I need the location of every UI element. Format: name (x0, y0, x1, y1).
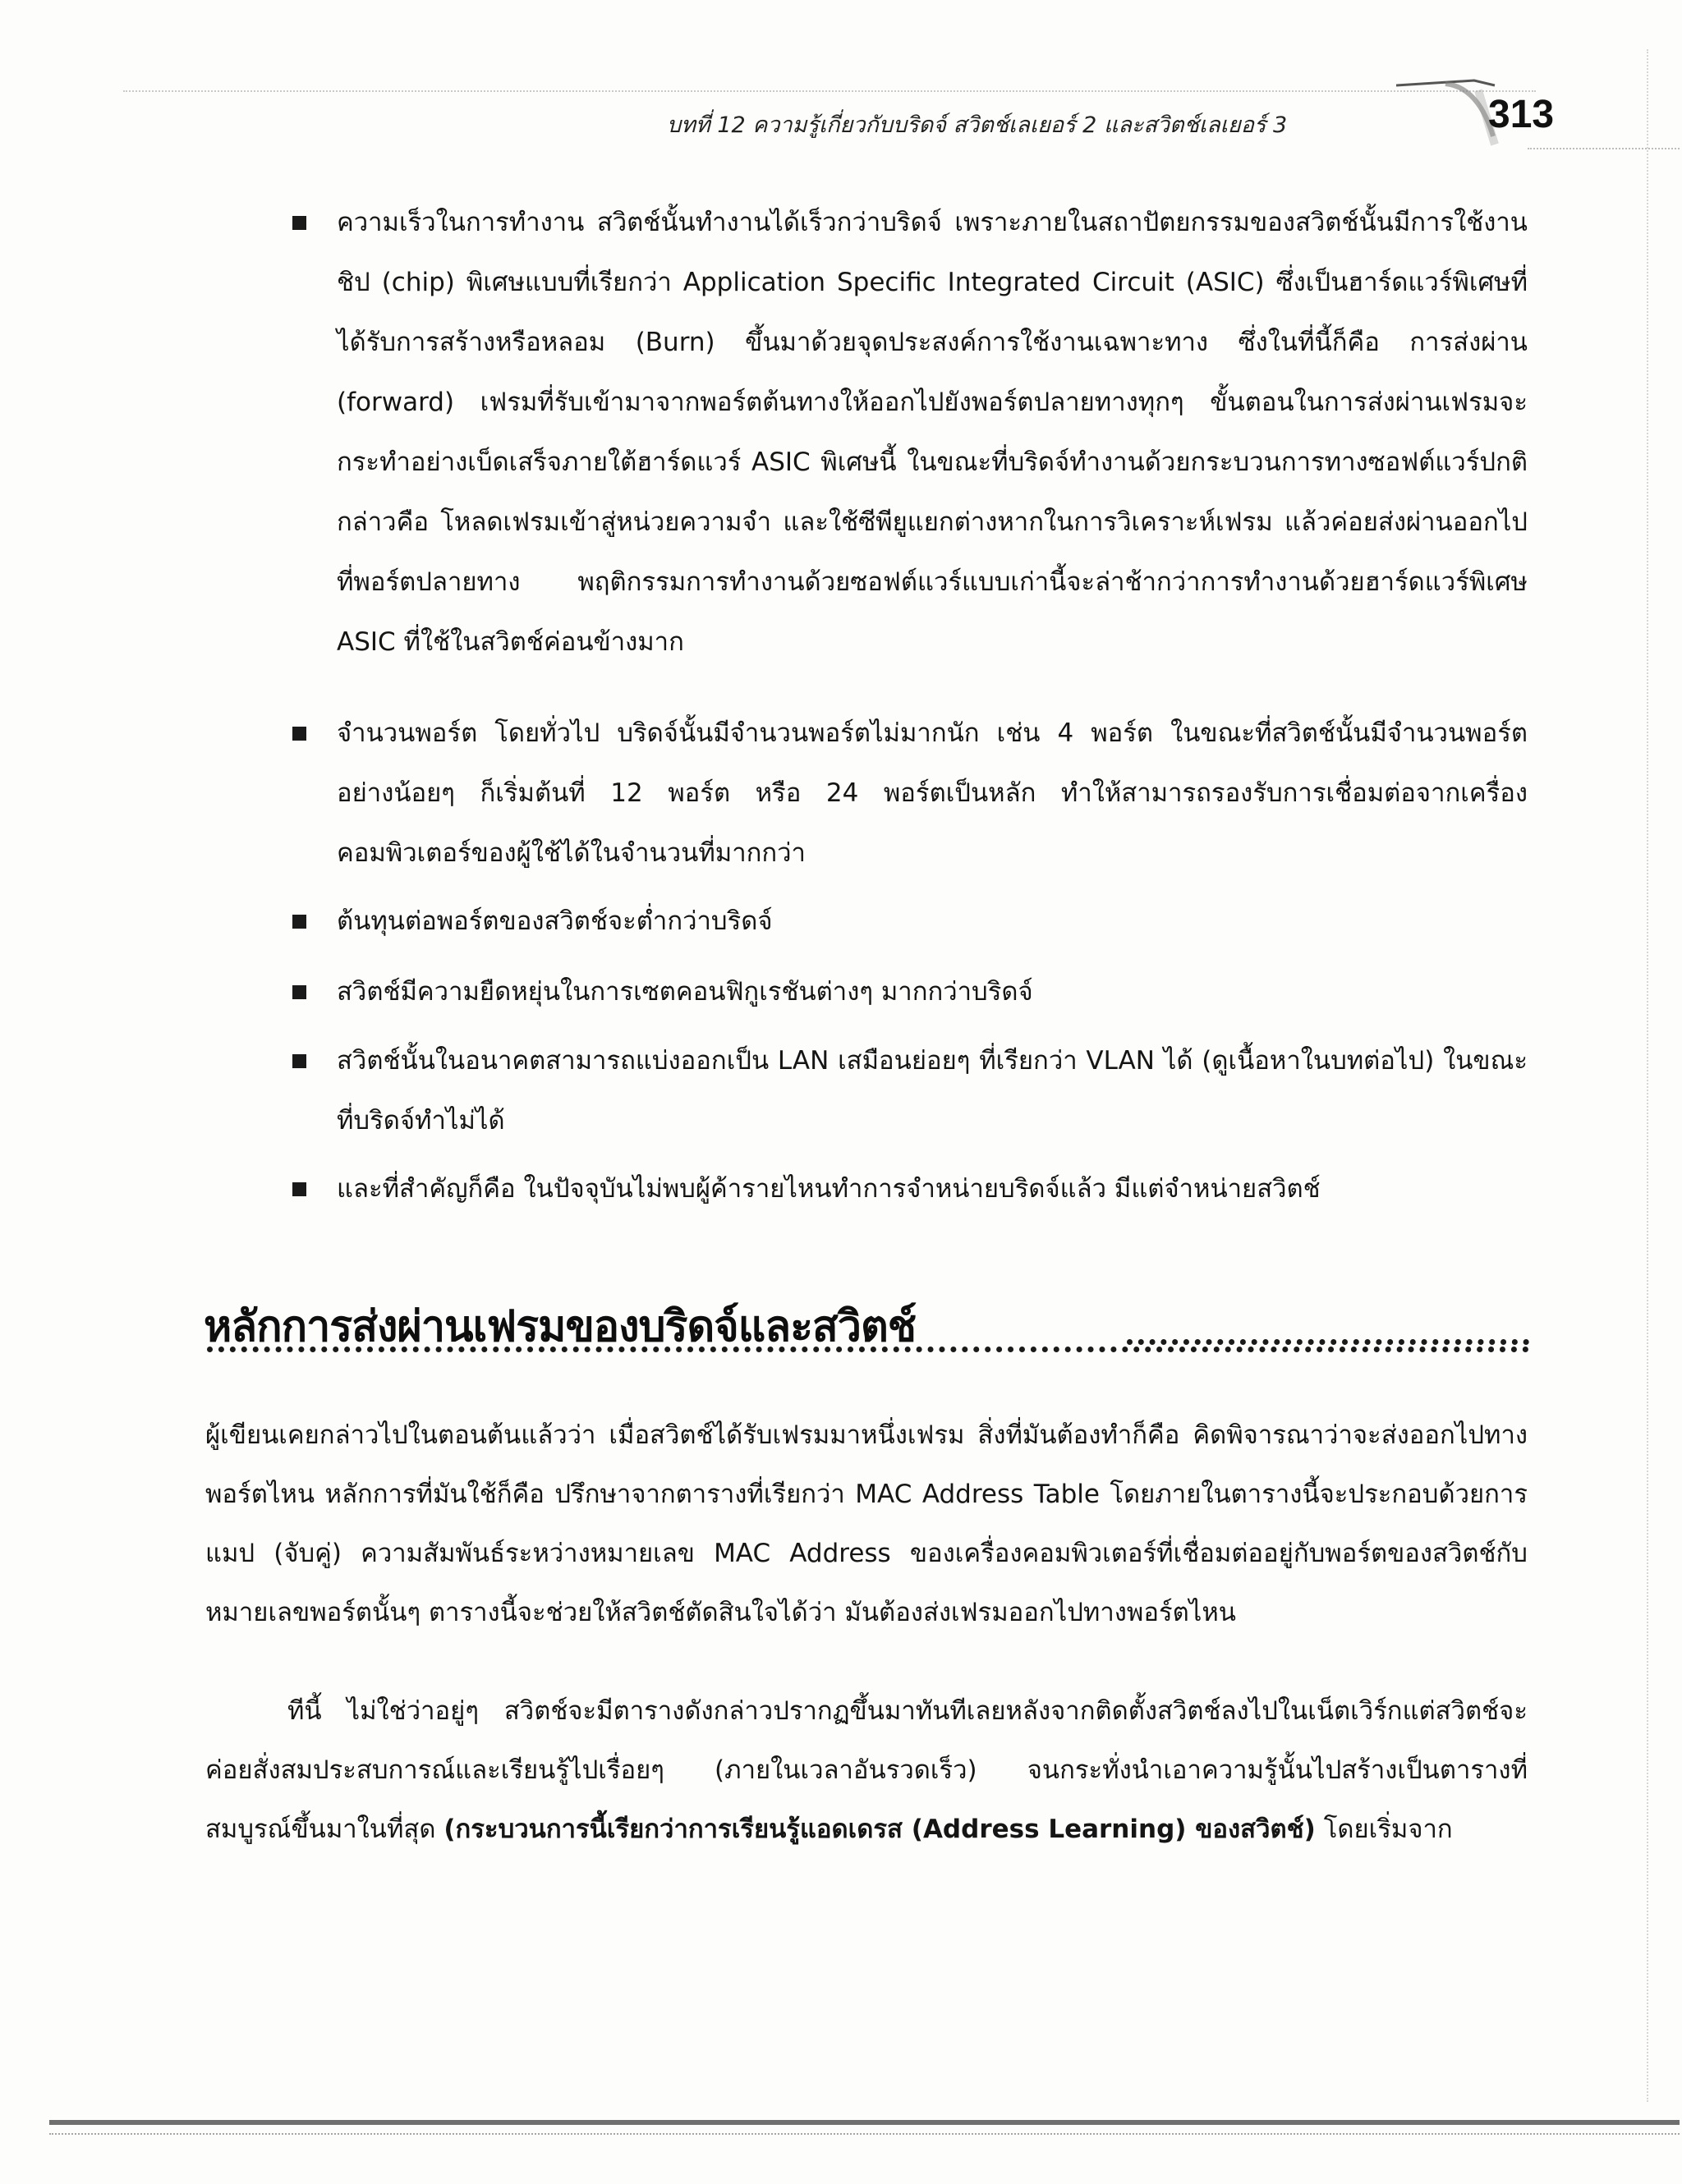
running-header: บทที่ 12 ความรู้เกี่ยวกับบริดจ์ สวิตช์เลเยอร์ 2 และสวิตช์เลเยอร์ 3 (667, 112, 1288, 138)
square-bullet-icon (292, 727, 306, 741)
heading-dotted-rule (1127, 1339, 1529, 1345)
paragraph-text: ทีนี้ ไม่ใช่ว่าอยู่ๆ สวิตช์จะมีตารางดังกล่าวปรากฏขึ้นมาทันทีเลยหลังจากติดตั้งสวิตช์ลงไปในเน็ตเวิร์กแต่สวิตช์จะค่อยสั่งสมประสบการณ์และเรียนรู้ไปเรื่อยๆ (ภายในเวลาอันรวดเร็ว) จนกระทั่งนำเอาความรู้นั้นไปสร้างเป็นตารางที่สมบูรณ์ขึ้นมาในที่สุด (205, 1696, 1528, 1844)
body-paragraph: ผู้เขียนเคยกล่าวไปในตอนต้นแล้วว่า เมื่อสวิตช์ได้รับเฟรมมาหนึ่งเฟรม สิ่งที่มันต้องทำก็คือ คิดพิจารณาว่าจะส่งออกไปทางพอร์ตไหน หลักการที่มันใช้ก็คือ ปรึกษาจากตารางที่เรียกว่า MAC Address Table โดยภายในตารางนี้จะประกอบด้วยการแมป (จับคู่) ความสัมพันธ์ระหว่างหมายเลข MAC Address ของเครื่องคอมพิวเตอร์ที่เชื่อมต่ออยู่กับพอร์ตของสวิตช์กับหมายเลขพอร์ตนั้นๆ ตารางนี้จะช่วยให้สวิตช์ตัดสินใจได้ว่า มันต้องส่งเฟรมออกไปทางพอร์ตไหน (205, 1420, 1528, 1627)
paragraph-text: โดยเริ่มจาก (1315, 1815, 1453, 1844)
header-rule (123, 90, 1536, 92)
page-bottom-rule (49, 2120, 1680, 2125)
square-bullet-icon (292, 915, 306, 929)
section-heading: หลักการส่งผ่านเฟรมของบริดจ์และสวิตช์ (204, 1302, 917, 1351)
bullet-item (296, 892, 1528, 952)
bullet-text: สวิตช์มีความยืดหยุ่นในการเซตคอนฟิกูเรชันต่างๆ มากกว่าบริดจ์ (337, 977, 1033, 1007)
page-bottom-dotted-rule (49, 2133, 1680, 2135)
square-bullet-icon (292, 216, 306, 230)
bullet-item (296, 193, 1528, 686)
heading-underline-dots (207, 1347, 1529, 1352)
page-number: 313 (1488, 93, 1555, 136)
bullet-item (296, 1031, 1528, 1151)
bullet-item (296, 962, 1528, 1022)
bullet-text: ต้นทุนต่อพอร์ตของสวิตช์จะต่ำกว่าบริดจ์ (337, 906, 773, 936)
bullet-text: และที่สำคัญก็คือ ในปัจจุบันไม่พบผู้ค้ารายไหนทำการจำหน่ายบริดจ์แล้ว มีแต่จำหน่ายสวิตช์ (337, 1174, 1321, 1204)
bold-definition: (กระบวนการนี้เรียกว่าการเรียนรู้แอดเดรส (Address Learning) ของสวิตช์) (443, 1815, 1316, 1844)
bullet-text: ความเร็วในการทำงาน สวิตช์นั้นทำงานได้เร็วกว่าบริดจ์ เพราะภายในสถาปัตยกรรมของสวิตช์นั้นมีการใช้งานชิป (chip) พิเศษแบบที่เรียกว่า Application Specific Integrated Circuit (ASIC) ซึ่งเป็นฮาร์ดแวร์พิเศษที่ได้รับการสร้างหรือหลอม (Burn) ขึ้นมาด้วยจุดประสงค์การใช้งานเฉพาะทาง ซึ่งในที่นี้ก็คือ การส่งผ่าน (forward) เฟรมที่รับเข้ามาจากพอร์ตต้นทางให้ออกไปยังพอร์ตปลายทางทุกๆ ขั้นตอนในการส่งผ่านเฟรมจะกระทำอย่างเบ็ดเสร็จภายใต้ฮาร์ดแวร์ ASIC พิเศษนี้ ในขณะที่บริดจ์ทำงานด้วยกระบวนการทางซอฟต์แวร์ปกติ กล่าวคือ โหลดเฟรมเข้าสู่หน่วยความจำ และใช้ซีพียูแยกต่างหากในการวิเคราะห์เฟรม แล้วค่อยส่งผ่านออกไปที่พอร์ตปลายทาง พฤติกรรมการทำงานด้วยซอฟต์แวร์แบบเก่านี้จะล่าช้ากว่าการทำงานด้วยฮาร์ดแวร์พิเศษ ASIC ที่ใช้ในสวิตช์ค่อนข้างมาก (337, 208, 1528, 657)
square-bullet-icon (292, 1182, 306, 1196)
square-bullet-icon (292, 985, 306, 999)
bullet-item (296, 1159, 1528, 1219)
scan-edge-noise (1647, 49, 1681, 2102)
bullet-text: จำนวนพอร์ต โดยทั่วไป บริดจ์นั้นมีจำนวนพอร์ตไม่มากนัก เช่น 4 พอร์ต ในขณะที่สวิตช์นั้นมีจำนวนพอร์ตอย่างน้อยๆ ก็เริ่มต้นที่ 12 พอร์ต หรือ 24 พอร์ตเป็นหลัก ทำให้สามารถรองรับการเชื่อมต่อจากเครื่องคอมพิวเตอร์ของผู้ใช้ได้ในจำนวนที่มากกว่า (337, 718, 1528, 868)
bullet-text: สวิตช์นั้นในอนาคตสามารถแบ่งออกเป็น LAN เสมือนย่อยๆ ที่เรียกว่า VLAN ได้ (ดูเนื้อหาในบทต่อไป) ในขณะที่บริดจ์ทำไม่ได้ (337, 1046, 1528, 1136)
bullet-item (296, 704, 1528, 884)
square-bullet-icon (292, 1054, 306, 1068)
body-paragraph (205, 1682, 1528, 1859)
